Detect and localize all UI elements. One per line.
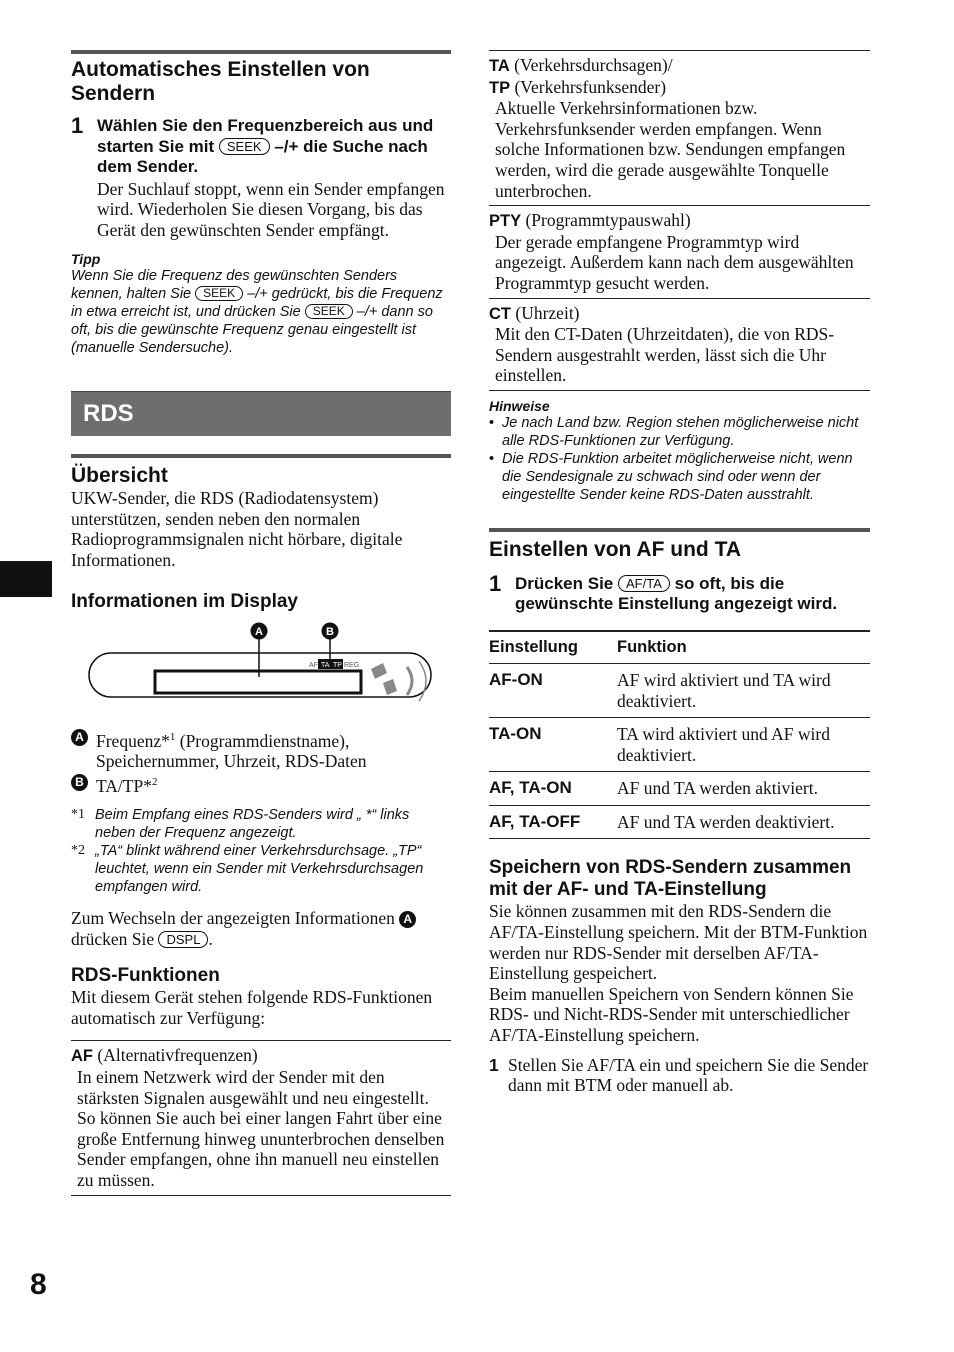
page-number: 8 (30, 1268, 47, 1301)
tip-text: Wenn Sie die Frequenz des gewünschten Senders kennen, halten Sie SEEK –/+ gedrückt, bis die Frequenz in etwa erreicht ist, und drücken Sie SEEK –/+ dann so oft, bis die gewünschte Frequenz genau eingestellt ist (manuelle Sendersuche). (71, 268, 443, 357)
display-ta-label: TA (321, 661, 330, 669)
page-edge-tab (0, 561, 52, 597)
store-rds-paragraph-2: Beim manuellen Speichern von Sendern können Sie RDS- und Nicht-RDS-Sender mit unterschiedlicher AF/TA-Einstellung speichern. (489, 983, 854, 1046)
dspl-button-label: DSPL (158, 931, 208, 948)
hinweis-item: • Die RDS-Funktion arbeitet möglicherweise nicht, wenn die Sendesignale zu schwach sind oder wenn der eingestellte Sender keine RDS-Daten ausstrahlt. (489, 450, 870, 504)
section-af-ta (489, 528, 870, 562)
left-column (71, 50, 451, 1196)
step-body: Der Suchlauf stoppt, wenn ein Sender empfangen wird. Wiederholen Sie diesen Vorgang, bis das Gerät den gewünschten Sender empfängt. (97, 178, 445, 240)
step-1 (71, 113, 451, 240)
rds-functions-text: Mit diesem Gerät stehen folgende RDS-Funktionen automatisch zur Verfügung: (71, 987, 433, 1028)
marker-a: A (255, 625, 263, 638)
af-definition: AF (Alternativfrequenzen) In einem Netzwerk wird der Sender mit den stärksten Signalen ausgewählt und neu eingestellt. So können Sie auch bei einer langen Fahrt über eine große Entfernung hinweg ununterbrochen denselben Sender empfangen, ohne ihn manuell neu einstellen zu müssen. (71, 1040, 451, 1195)
table-header-row (489, 631, 870, 664)
af-ta-step-1: 1 Drücken Sie AF/TA so oft, bis die gewünschte Einstellung angezeigt wird. (489, 570, 838, 614)
tip-box (71, 251, 451, 357)
footnote-1: *1 Beim Empfang eines RDS-Senders wird „ *“ links neben der Frequenz angezeigt. (71, 807, 410, 842)
af-ta-settings-table (489, 630, 870, 840)
hinweise-box (489, 398, 870, 504)
display-diagram-svg (71, 621, 451, 721)
pty-definition: PTY (Programmtypauswahl) Der gerade empfangene Programmtyp wird angezeigt. Außerdem kann nach dem ausgewählten Programmtyp gesucht werden. (489, 205, 870, 297)
section-title-auto-tune: Automatisches Einstellen von Sendern (71, 58, 370, 105)
ta-tp-definition: TA (Verkehrsdurchsagen)/ TP (Verkehrsfunksender) Aktuelle Verkehrsinformationen bzw. Verkehrsfunksender werden empfangen. Wenn solche Informationen bzw. Sendungen empfangen werden, wird die gerade ausgewählte Tonquelle unterbrochen. (489, 50, 870, 205)
switch-display-text: Zum Wechseln der angezeigten Informationen A drücken Sie DSPL . (71, 908, 451, 949)
rds-banner: RDS (71, 391, 451, 436)
display-reg-label: REG (344, 661, 360, 669)
footnote-2: *2 „TA“ blinkt während einer Verkehrsdurchsage. „TP“ leuchtet, wenn ein Sender mit Verkehrsdurchsagen empfangen wird. (71, 843, 424, 896)
display-info-title: Informationen im Display (71, 590, 298, 612)
overview-text: UKW-Sender, die RDS (Radiodatensystem) unterstützen, senden neben den normalen Radioprogrammsignalen nicht hörbare, digitale Informationen. (71, 488, 403, 571)
hinweise-title: Hinweise (489, 397, 550, 414)
overview-title: Übersicht (71, 464, 168, 488)
table-header: Funktion (617, 631, 870, 664)
section-auto-tune (71, 50, 451, 106)
seek-button-label: SEEK (219, 138, 270, 155)
store-rds-title: Speichern von RDS-Sendern zusammen mit der AF- und TA-Einstellung (489, 857, 852, 901)
marker-b: B (326, 625, 334, 638)
display-illustration (71, 621, 451, 721)
hinweis-item: • Je nach Land bzw. Region stehen möglicherweise nicht alle RDS-Funktionen zur Verfügung. (489, 414, 870, 450)
rds-functions-title: RDS-Funktionen (71, 965, 220, 987)
step-instruction: Wählen Sie den Frequenzbereich aus und starten Sie mit SEEK –/+ die Suche nach dem Sender. (97, 116, 434, 176)
step-number: 1 (71, 113, 84, 138)
table-row: TA-ON TA wird aktiviert und AF wird deaktiviert. (489, 718, 870, 772)
table-row: AF, TA-OFF AF und TA werden deaktiviert. (489, 805, 870, 839)
legend-b: B TA/TP*$^2$ (71, 772, 451, 796)
right-column (489, 50, 870, 1096)
table-row: AF-ON AF wird aktiviert und TA wird deaktiviert. (489, 663, 870, 717)
store-rds-paragraph-1: Sie können zusammen mit den RDS-Sendern die AF/TA-Einstellung speichern. Mit der BTM-Funktion werden nur RDS-Sender mit derselben AF/TA-Einstellung gespeichert. (489, 901, 868, 984)
display-af-label: AF (309, 661, 318, 669)
display-tp-label: TP (333, 661, 342, 669)
af-ta-button-label: AF/TA (618, 575, 670, 592)
tip-title: Tipp (71, 251, 101, 268)
legend-a: A Frequenz*$^1$ (Programmdienstname), Speichernummer, Uhrzeit, RDS-Daten (71, 727, 451, 772)
table-header: Einstellung (489, 631, 617, 664)
af-ta-title: Einstellen von AF und TA (489, 537, 741, 561)
table-row: AF, TA-ON AF und TA werden aktiviert. (489, 772, 870, 806)
store-rds-step: 1 Stellen Sie AF/TA ein und speichern Sie die Sender dann mit BTM oder manuell ab. (489, 1054, 869, 1096)
ct-definition: CT (Uhrzeit) Mit den CT-Daten (Uhrzeitdaten), die von RDS-Sendern ausgestrahlt werden, lässt sich die Uhr einstellen. (489, 298, 870, 391)
section-overview (71, 454, 451, 488)
